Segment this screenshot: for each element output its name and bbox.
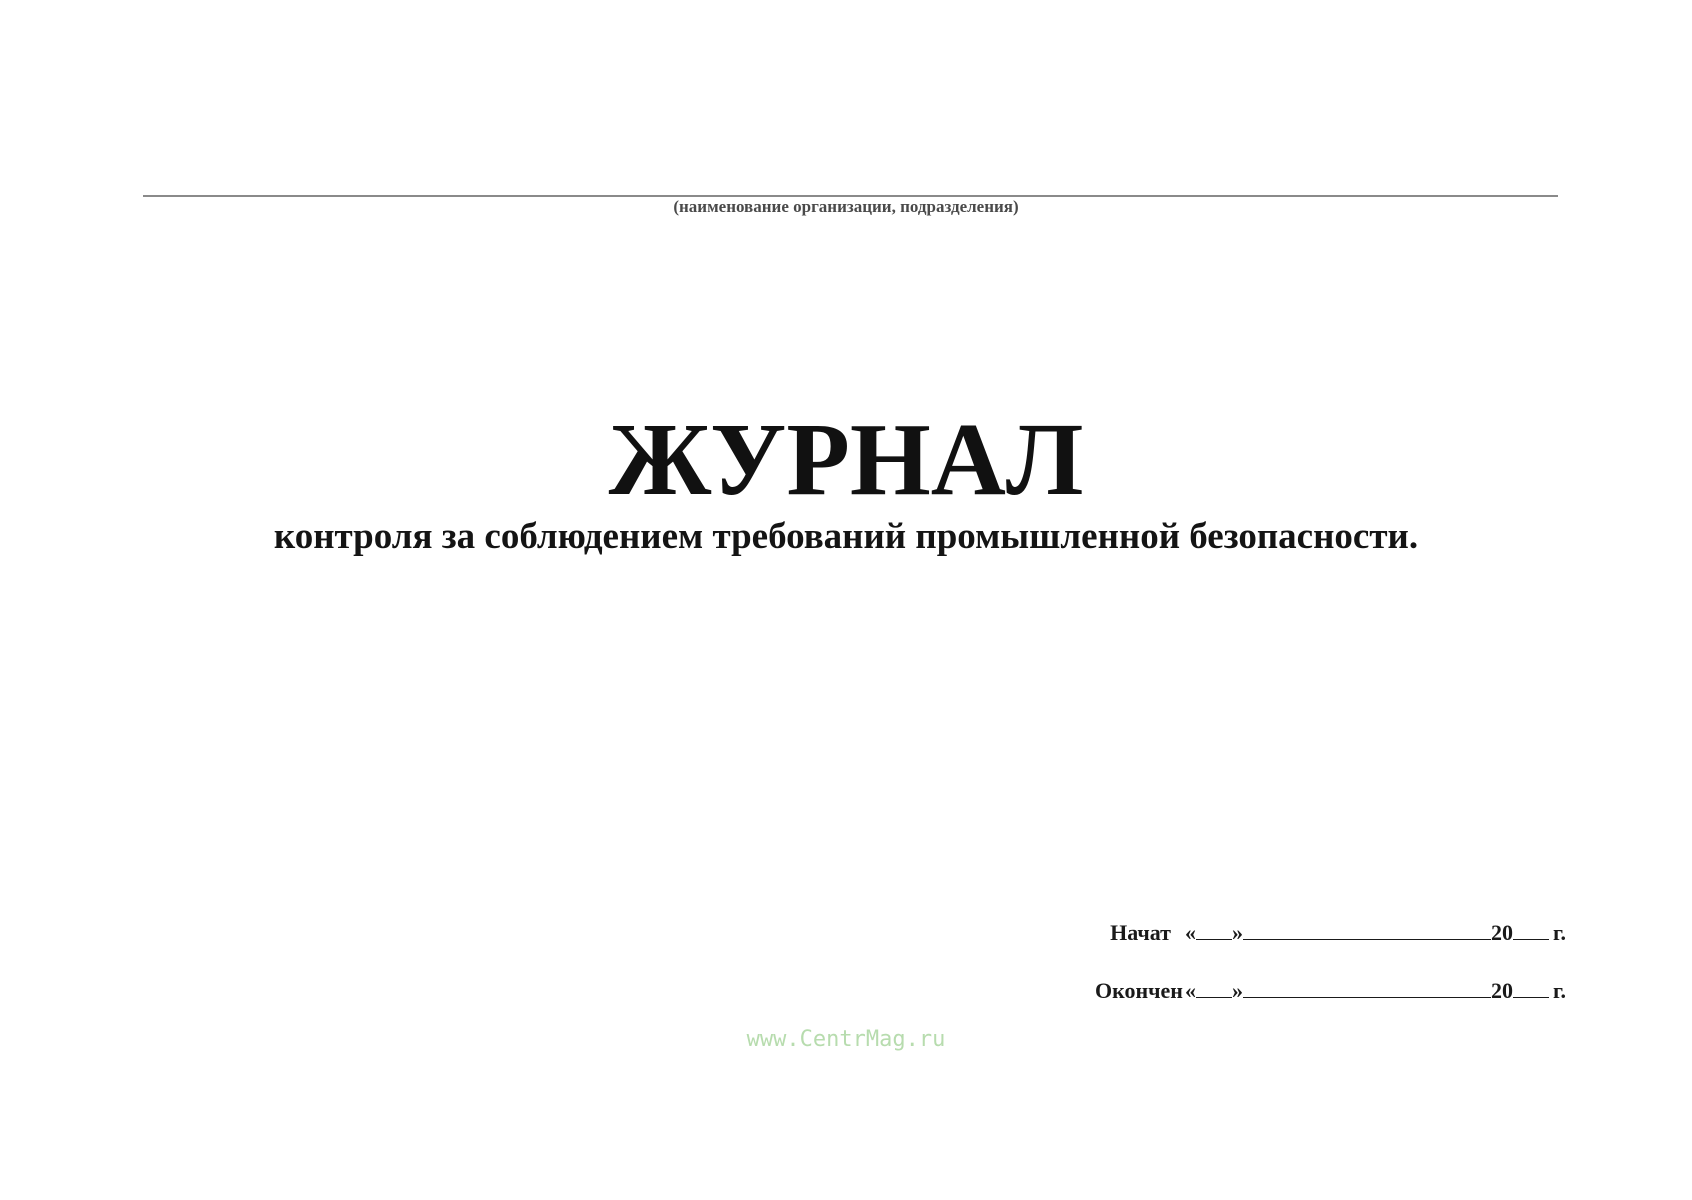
finished-year-suffix: г.	[1552, 978, 1566, 1003]
started-year-prefix: 20	[1490, 920, 1513, 945]
finished-date-row	[1095, 977, 1566, 1005]
finished-month-blank	[1243, 979, 1491, 998]
journal-subtitle: контроля за соблюдением требований промышленной безопасности.	[273, 516, 1419, 557]
started-date-row	[1110, 919, 1566, 947]
finished-close-quote: »	[1231, 978, 1243, 1003]
finished-day-blank	[1196, 979, 1232, 998]
organization-caption: (наименование организации, подразделения)	[673, 197, 1019, 216]
finished-year-blank	[1513, 979, 1549, 998]
started-month-blank	[1243, 921, 1491, 940]
finished-year-prefix: 20	[1490, 978, 1513, 1003]
finished-open-quote: «	[1184, 978, 1196, 1003]
started-year-blank	[1513, 921, 1549, 940]
started-year-suffix: г.	[1552, 920, 1566, 945]
watermark: www.CentrMag.ru	[746, 1027, 946, 1052]
journal-title: ЖУРНАЛ	[608, 402, 1084, 517]
started-close-quote: »	[1231, 920, 1243, 945]
started-open-quote: «	[1184, 920, 1196, 945]
finished-label: Окончен	[1094, 978, 1183, 1003]
started-label: Начат	[1110, 920, 1171, 945]
started-day-blank	[1196, 921, 1232, 940]
